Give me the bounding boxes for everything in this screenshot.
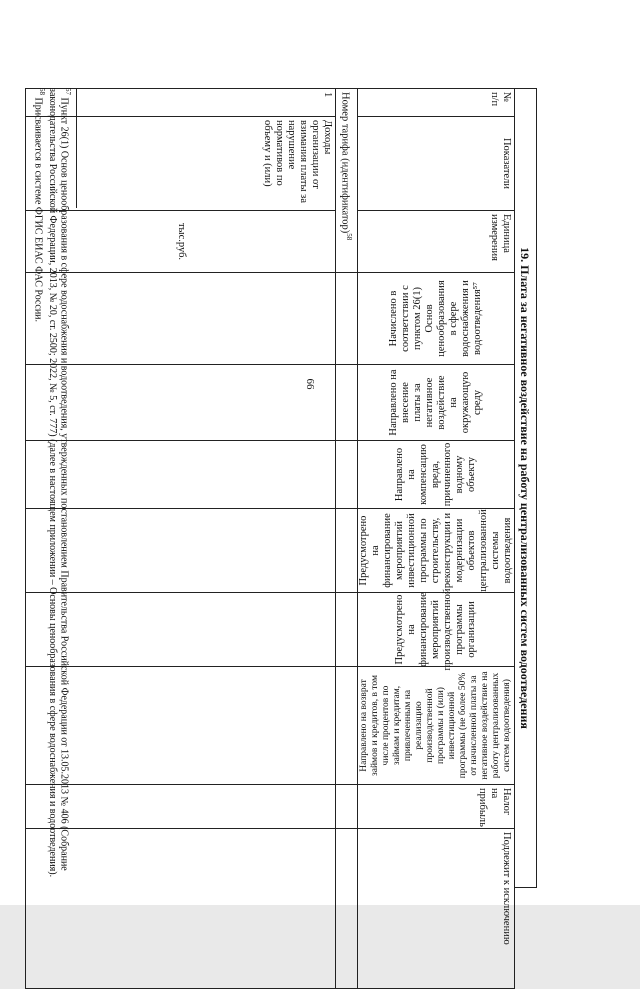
footnote-58-text: Присваивается в системе ФГИС ЕИАС ФАС России. [32, 97, 44, 323]
footnote-divider [76, 88, 77, 208]
row-indicator: Доходы организации от взимания платы за нарушение нормативов по объему и (или) [26, 117, 336, 211]
header-unit: Единица измерения [358, 211, 515, 273]
tariff-cell-8 [336, 829, 358, 989]
header-environment-fee-text: Направлено на внесение платы за негативное воздействие на окружающую среду [388, 369, 483, 436]
fee-table [26, 88, 516, 989]
tariff-footnote-ref: 58 [345, 233, 353, 241]
footnote-58-mark: 58 [37, 88, 46, 95]
tariff-cell-7 [336, 785, 358, 829]
row-unit: тыс.руб. [26, 211, 336, 273]
tariff-cell-1 [336, 273, 358, 365]
footnote-57-text: Пункт 26(1) Основ ценообразования в сфере водоснабжения и водоотведения, утвержденных постановлением Правительства Российской Федерации от 13.05.2013 № 406 (Собрание законодательства Российской Федерации, 2013, № 20, ст. 2500; 2022, № 5, ст. 777) (далее в настоящем приложении – Основы ценообразования в сфере водоснабжения и водоотведения). [47, 88, 70, 878]
header-accrued [358, 273, 515, 365]
tariff-cell-2 [336, 365, 358, 441]
footnotes [32, 88, 77, 888]
header-water-damage-text: Направлено на компенсацию вреда, причиненного водному объекту [394, 442, 477, 507]
header-production-text: Предусмотрено на финансирование мероприятий производственной программы организации [394, 588, 477, 671]
header-environment-fee [358, 365, 515, 441]
header-investment-text: Предусмотрено на финансирование мероприятий инвестиционной программы по строительству, реконструкции и модернизации объектов централизованной системы водоотведения [358, 509, 513, 592]
tariff-cell-4 [336, 509, 358, 593]
section-title: 19. Плата за негативное воздействие на работу централизованных систем водоотведения [515, 88, 537, 888]
header-water-damage [358, 441, 515, 509]
tariff-label [336, 89, 358, 273]
header-investment [358, 509, 515, 593]
tariff-cell-3 [336, 441, 358, 509]
tariff-label-text: Номер тарифа (идентификатор) [339, 92, 351, 234]
tariff-cell-6 [336, 667, 358, 785]
header-row [358, 89, 515, 989]
header-loans [358, 667, 515, 785]
rotated-table-sheet [32, 88, 537, 945]
header-exclusion: Подлежит к исключению [358, 829, 515, 989]
footnote-58 [32, 88, 47, 888]
footnote-57 [47, 88, 73, 888]
header-production [358, 588, 515, 671]
tariff-cell-5 [336, 593, 358, 667]
header-num: № п/п [358, 89, 515, 117]
header-profit-tax: Налог на прибыль [358, 785, 515, 829]
header-indicator: Показатели [358, 117, 515, 211]
row-num: 1 [26, 89, 336, 117]
tariff-row [336, 89, 358, 989]
header-accrued-text: Начислено в соответствии с пунктом 26(1) Основ ценообразования в сфере водоснабжения и водоотведения⁵⁷ [388, 280, 483, 357]
page-number: 66 [304, 378, 316, 390]
header-loans-text: Направлено на возврат займов и кредитов, в том числе процентов по займам и кредитам, привлеченным на реализацию производственной программы и (или) инвестиционной программы (не более 50% от начисленной платы за негативное воздействие на работу централизованных систем водоотведения) [359, 671, 512, 780]
footnote-57-mark: 57 [64, 88, 72, 95]
